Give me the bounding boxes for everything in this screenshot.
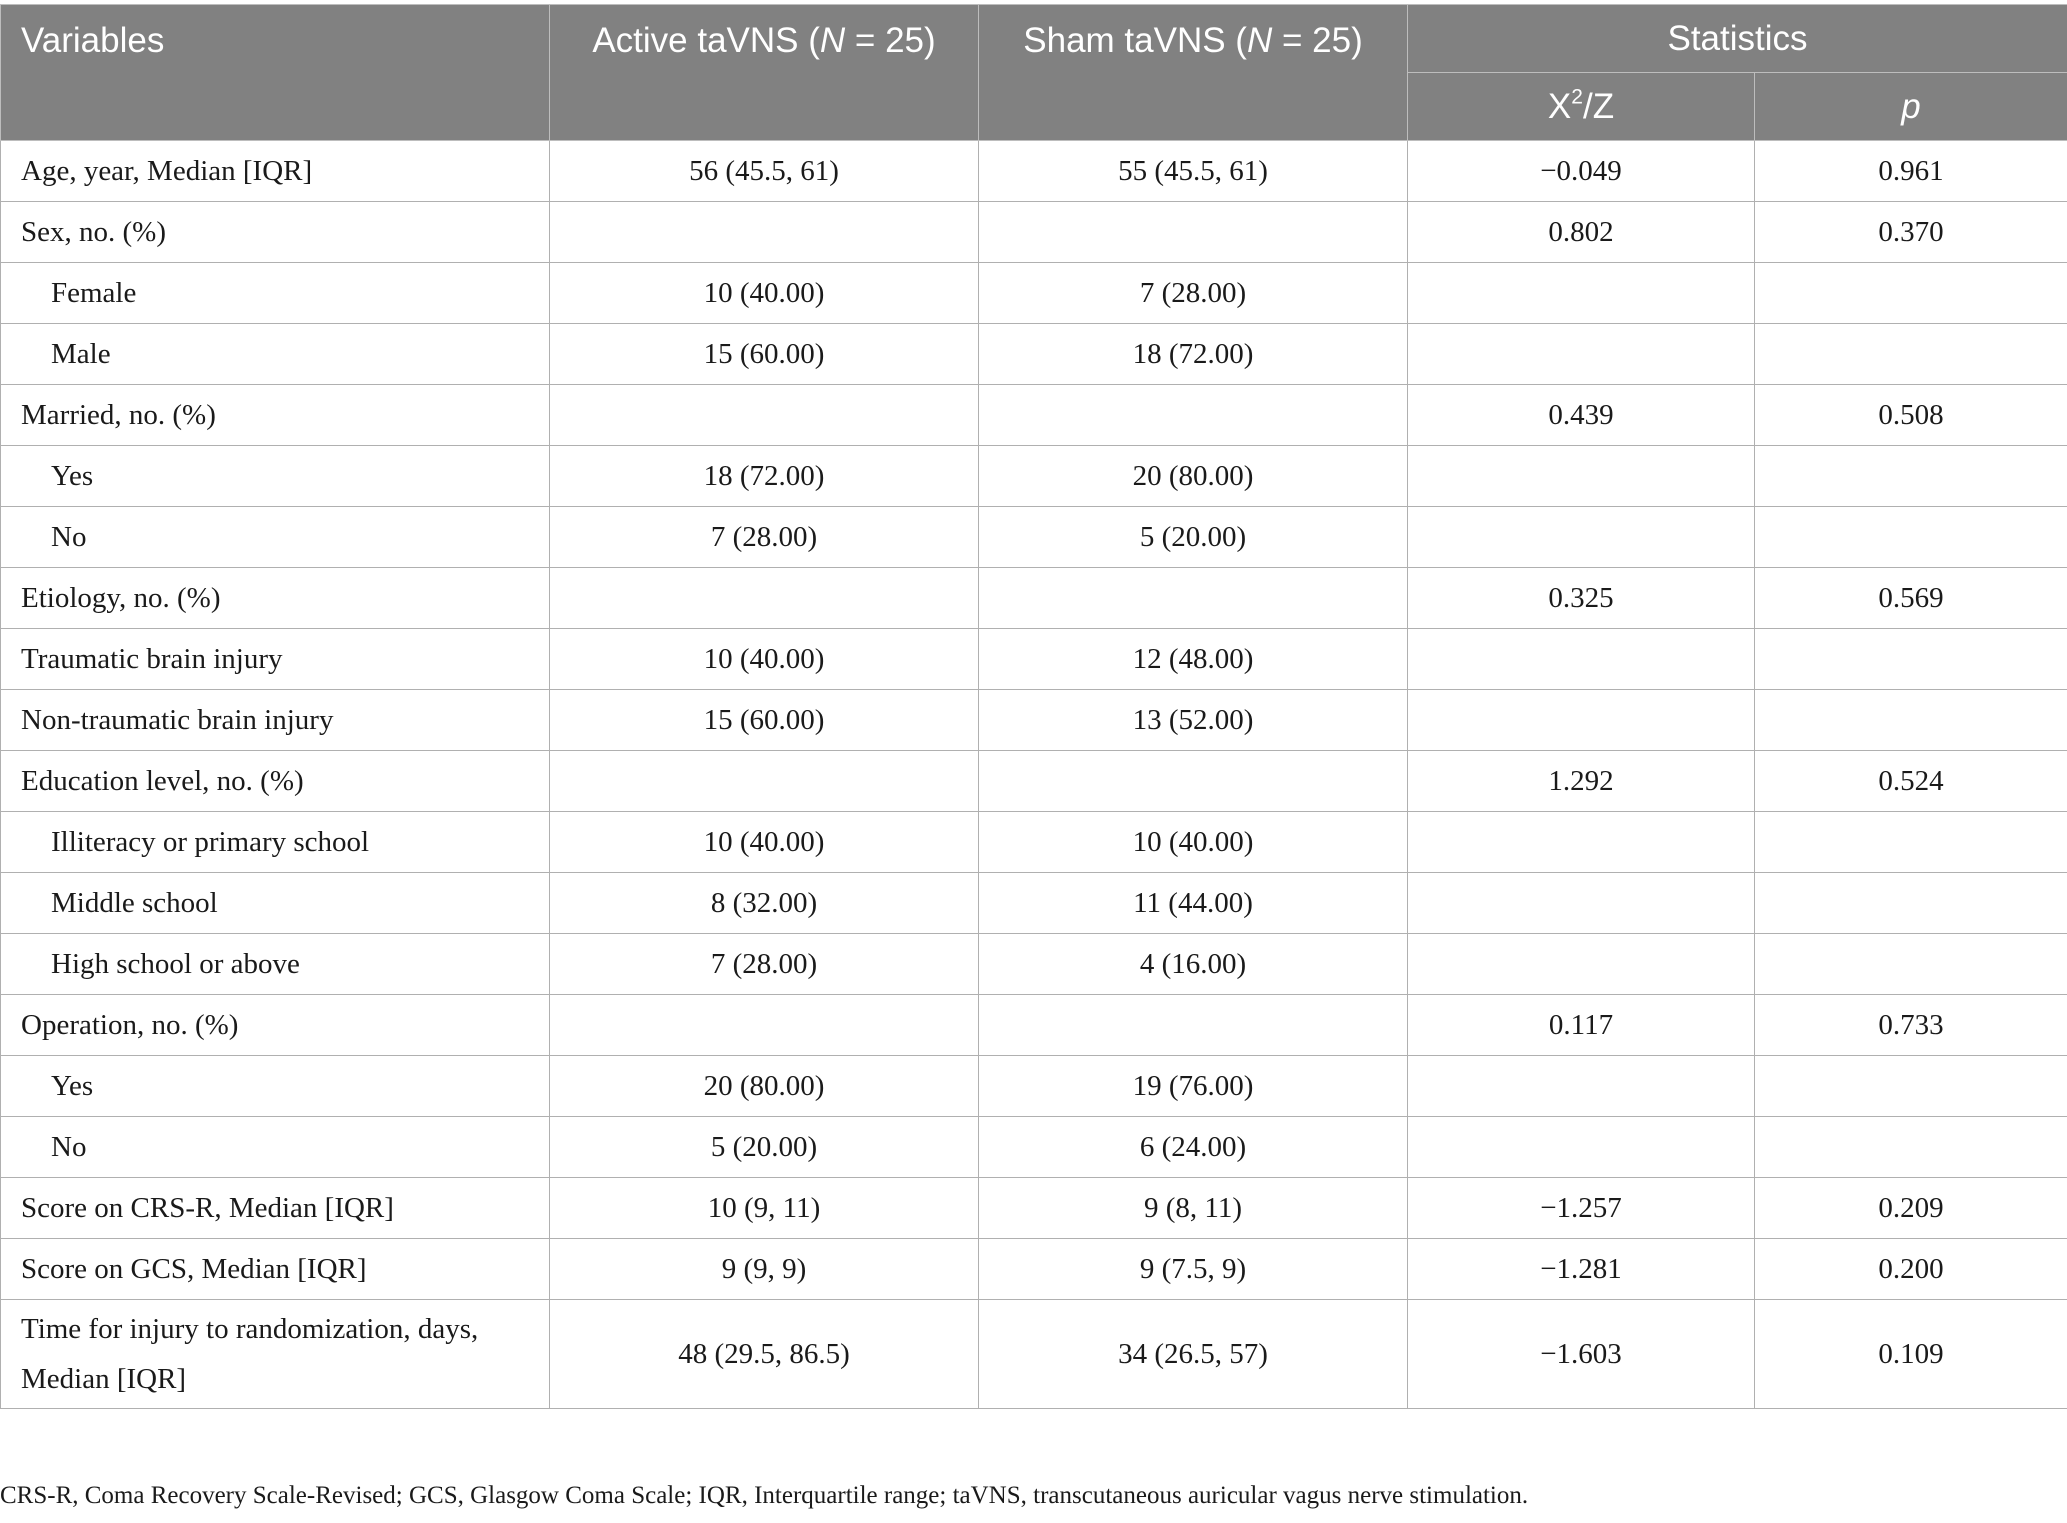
- p-value: [1755, 629, 2067, 690]
- p-value: 0.569: [1755, 568, 2067, 629]
- p-value: [1755, 934, 2067, 995]
- sham-value: 34 (26.5, 57): [979, 1300, 1408, 1409]
- header-statistics: Statistics: [1408, 5, 2067, 73]
- table-row: [1, 812, 2067, 873]
- table-body: [1, 141, 2067, 1409]
- sham-value: 55 (45.5, 61): [979, 141, 1408, 202]
- active-value: [550, 568, 979, 629]
- table-row: [1, 1239, 2067, 1300]
- sham-value: 19 (76.00): [979, 1056, 1408, 1117]
- p-value: [1755, 812, 2067, 873]
- table-row: [1, 385, 2067, 446]
- table-row: [1, 324, 2067, 385]
- row-label: Sex, no. (%): [1, 202, 550, 263]
- sham-value: 20 (80.00): [979, 446, 1408, 507]
- p-value: 0.109: [1755, 1300, 2067, 1409]
- row-label: Married, no. (%): [1, 385, 550, 446]
- row-label: Education level, no. (%): [1, 751, 550, 812]
- statistic-value: −1.257: [1408, 1178, 1755, 1239]
- table-row: [1, 568, 2067, 629]
- statistic-value: [1408, 934, 1755, 995]
- table-row: [1, 446, 2067, 507]
- statistic-value: [1408, 1117, 1755, 1178]
- p-value: 0.733: [1755, 995, 2067, 1056]
- sham-value: 6 (24.00): [979, 1117, 1408, 1178]
- row-label: Male: [1, 324, 550, 385]
- statistic-value: [1408, 873, 1755, 934]
- demographics-table: [0, 4, 2067, 1409]
- statistic-value: −1.281: [1408, 1239, 1755, 1300]
- active-value: [550, 751, 979, 812]
- active-value: 20 (80.00): [550, 1056, 979, 1117]
- row-label: Etiology, no. (%): [1, 568, 550, 629]
- row-label: No: [1, 1117, 550, 1178]
- statistic-value: 0.439: [1408, 385, 1755, 446]
- header-variables: Variables: [1, 5, 550, 141]
- sham-value: 13 (52.00): [979, 690, 1408, 751]
- row-label: Non-traumatic brain injury: [1, 690, 550, 751]
- table-row: [1, 873, 2067, 934]
- sham-value: [979, 995, 1408, 1056]
- header-sham-taVNS: Sham taVNS (N = 25): [979, 5, 1408, 141]
- sham-value: [979, 568, 1408, 629]
- sham-value: 9 (8, 11): [979, 1178, 1408, 1239]
- p-value: [1755, 1056, 2067, 1117]
- statistic-value: −1.603: [1408, 1300, 1755, 1409]
- p-value: 0.508: [1755, 385, 2067, 446]
- header-p-value: p: [1755, 73, 2067, 141]
- active-value: 5 (20.00): [550, 1117, 979, 1178]
- active-value: [550, 385, 979, 446]
- table-row: [1, 629, 2067, 690]
- statistic-value: 0.325: [1408, 568, 1755, 629]
- sham-value: 11 (44.00): [979, 873, 1408, 934]
- statistic-value: −0.049: [1408, 141, 1755, 202]
- table-row: [1, 507, 2067, 568]
- table-header: [1, 5, 2067, 141]
- p-value: [1755, 507, 2067, 568]
- active-value: [550, 995, 979, 1056]
- sham-value: [979, 385, 1408, 446]
- sham-value: 12 (48.00): [979, 629, 1408, 690]
- sham-value: 10 (40.00): [979, 812, 1408, 873]
- p-value: 0.200: [1755, 1239, 2067, 1300]
- sham-value: [979, 202, 1408, 263]
- table-row: [1, 1117, 2067, 1178]
- p-value: [1755, 1117, 2067, 1178]
- table-row: [1, 263, 2067, 324]
- active-value: 7 (28.00): [550, 934, 979, 995]
- statistic-value: [1408, 263, 1755, 324]
- table-footnote: CRS-R, Coma Recovery Scale-Revised; GCS, Glasgow Coma Scale; IQR, Interquartile range; taVNS, transcutaneous auricular vagus nerve stimulation.: [0, 1482, 1529, 1509]
- p-value: 0.209: [1755, 1178, 2067, 1239]
- p-value: [1755, 446, 2067, 507]
- table-row: [1, 690, 2067, 751]
- statistic-value: [1408, 812, 1755, 873]
- row-label: [1, 1300, 550, 1409]
- row-label-line2: Median [IQR]: [21, 1363, 187, 1395]
- active-value: 10 (40.00): [550, 263, 979, 324]
- active-value: 15 (60.00): [550, 690, 979, 751]
- statistic-value: [1408, 507, 1755, 568]
- header-chi-square-z: $X^2/Z$: [1408, 73, 1755, 141]
- row-label: Score on CRS-R, Median [IQR]: [1, 1178, 550, 1239]
- row-label: Score on GCS, Median [IQR]: [1, 1239, 550, 1300]
- row-label: Female: [1, 263, 550, 324]
- sham-value: [979, 751, 1408, 812]
- p-value: 0.370: [1755, 202, 2067, 263]
- row-label: Traumatic brain injury: [1, 629, 550, 690]
- p-value: 0.524: [1755, 751, 2067, 812]
- table-row: [1, 1056, 2067, 1117]
- statistic-value: [1408, 690, 1755, 751]
- active-value: 7 (28.00): [550, 507, 979, 568]
- header-active-taVNS: Active taVNS (N = 25): [550, 5, 979, 141]
- row-label: High school or above: [1, 934, 550, 995]
- active-value: 10 (9, 11): [550, 1178, 979, 1239]
- statistic-value: [1408, 446, 1755, 507]
- table-row: [1, 1178, 2067, 1239]
- statistic-value: 1.292: [1408, 751, 1755, 812]
- sham-value: 5 (20.00): [979, 507, 1408, 568]
- sham-value: 7 (28.00): [979, 263, 1408, 324]
- statistic-value: 0.802: [1408, 202, 1755, 263]
- sham-value: 18 (72.00): [979, 324, 1408, 385]
- row-label: No: [1, 507, 550, 568]
- p-value: [1755, 324, 2067, 385]
- active-value: 18 (72.00): [550, 446, 979, 507]
- active-value: 10 (40.00): [550, 812, 979, 873]
- row-label: Middle school: [1, 873, 550, 934]
- row-label: Yes: [1, 1056, 550, 1117]
- statistic-value: 0.117: [1408, 995, 1755, 1056]
- active-value: 9 (9, 9): [550, 1239, 979, 1300]
- table-row: [1, 202, 2067, 263]
- table-row: [1, 751, 2067, 812]
- statistic-value: [1408, 1056, 1755, 1117]
- active-value: 10 (40.00): [550, 629, 979, 690]
- p-value: [1755, 690, 2067, 751]
- active-value: 15 (60.00): [550, 324, 979, 385]
- row-label: Age, year, Median [IQR]: [1, 141, 550, 202]
- active-value: 8 (32.00): [550, 873, 979, 934]
- row-label: Yes: [1, 446, 550, 507]
- p-value: [1755, 263, 2067, 324]
- sham-value: 9 (7.5, 9): [979, 1239, 1408, 1300]
- table-row: [1, 934, 2067, 995]
- statistic-value: [1408, 324, 1755, 385]
- table-row: [1, 141, 2067, 202]
- p-value: [1755, 873, 2067, 934]
- statistic-value: [1408, 629, 1755, 690]
- active-value: 48 (29.5, 86.5): [550, 1300, 979, 1409]
- active-value: [550, 202, 979, 263]
- row-label-line1: Time for injury to randomization, days,: [21, 1313, 479, 1345]
- sham-value: 4 (16.00): [979, 934, 1408, 995]
- row-label: Illiteracy or primary school: [1, 812, 550, 873]
- table-row: [1, 1300, 2067, 1409]
- p-value: 0.961: [1755, 141, 2067, 202]
- row-label: Operation, no. (%): [1, 995, 550, 1056]
- active-value: 56 (45.5, 61): [550, 141, 979, 202]
- table-row: [1, 995, 2067, 1056]
